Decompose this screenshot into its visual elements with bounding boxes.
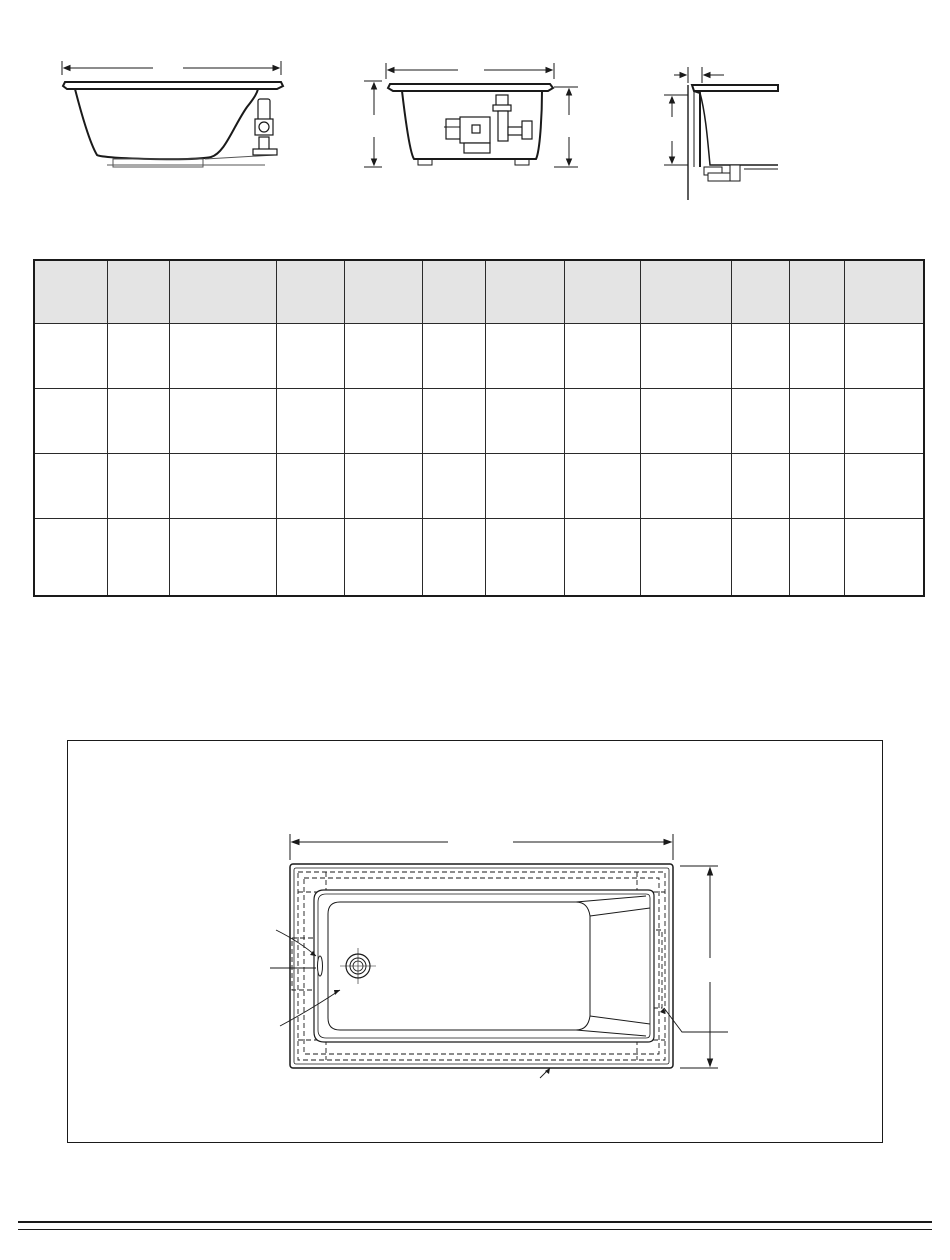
table-cell	[344, 389, 422, 454]
table-cell	[107, 454, 169, 519]
table-cell	[789, 454, 844, 519]
table-cell	[485, 454, 564, 519]
table-cell	[564, 519, 640, 597]
side-elevation-drawing	[55, 55, 295, 185]
table-cell	[731, 324, 789, 389]
table-header-cell	[789, 260, 844, 324]
table-cell	[564, 454, 640, 519]
table-cell	[107, 519, 169, 597]
table-header-cell	[344, 260, 422, 324]
table-cell	[844, 324, 924, 389]
table-cell	[344, 519, 422, 597]
table-header-cell	[731, 260, 789, 324]
table-row	[34, 324, 924, 389]
table-cell	[34, 454, 107, 519]
end-elevation-drawing	[360, 55, 590, 185]
table-cell	[34, 519, 107, 597]
table-cell	[169, 519, 276, 597]
table-row	[34, 389, 924, 454]
table-cell	[640, 454, 731, 519]
table-cell	[422, 454, 485, 519]
table-header-cell	[640, 260, 731, 324]
table-header-cell	[107, 260, 169, 324]
table-cell	[422, 324, 485, 389]
table-header-cell	[485, 260, 564, 324]
apron-section-drawing	[660, 55, 800, 205]
footer-rule	[18, 1221, 932, 1223]
table-cell	[169, 324, 276, 389]
table-cell	[789, 324, 844, 389]
table-cell	[169, 389, 276, 454]
footer-rule-thin	[18, 1229, 932, 1230]
table-cell	[844, 389, 924, 454]
table-cell	[276, 519, 344, 597]
table-cell	[789, 389, 844, 454]
table-row	[34, 519, 924, 597]
table-cell	[485, 324, 564, 389]
table-cell	[422, 389, 485, 454]
table-cell	[34, 389, 107, 454]
table-cell	[640, 519, 731, 597]
plan-view-drawing	[270, 830, 750, 1090]
table-cell	[169, 454, 276, 519]
table-cell	[789, 519, 844, 597]
table-cell	[731, 389, 789, 454]
table-cell	[640, 324, 731, 389]
table-cell	[485, 519, 564, 597]
table-header-row	[34, 260, 924, 324]
table-cell	[640, 389, 731, 454]
table-header-cell	[422, 260, 485, 324]
table-row	[34, 454, 924, 519]
table-cell	[276, 389, 344, 454]
table-cell	[107, 389, 169, 454]
table-cell	[276, 324, 344, 389]
table-cell	[731, 454, 789, 519]
table-cell	[844, 454, 924, 519]
spec-table	[33, 259, 925, 597]
table-cell	[485, 389, 564, 454]
table-cell	[731, 519, 789, 597]
table-header-cell	[276, 260, 344, 324]
table-cell	[564, 389, 640, 454]
table-cell	[34, 324, 107, 389]
table-cell	[107, 324, 169, 389]
table-header-cell	[169, 260, 276, 324]
table-header-cell	[564, 260, 640, 324]
table-cell	[844, 519, 924, 597]
table-cell	[564, 324, 640, 389]
table-cell	[344, 324, 422, 389]
table-cell	[422, 519, 485, 597]
table-header-cell	[34, 260, 107, 324]
table-cell	[344, 454, 422, 519]
table-cell	[276, 454, 344, 519]
table-header-cell	[844, 260, 924, 324]
